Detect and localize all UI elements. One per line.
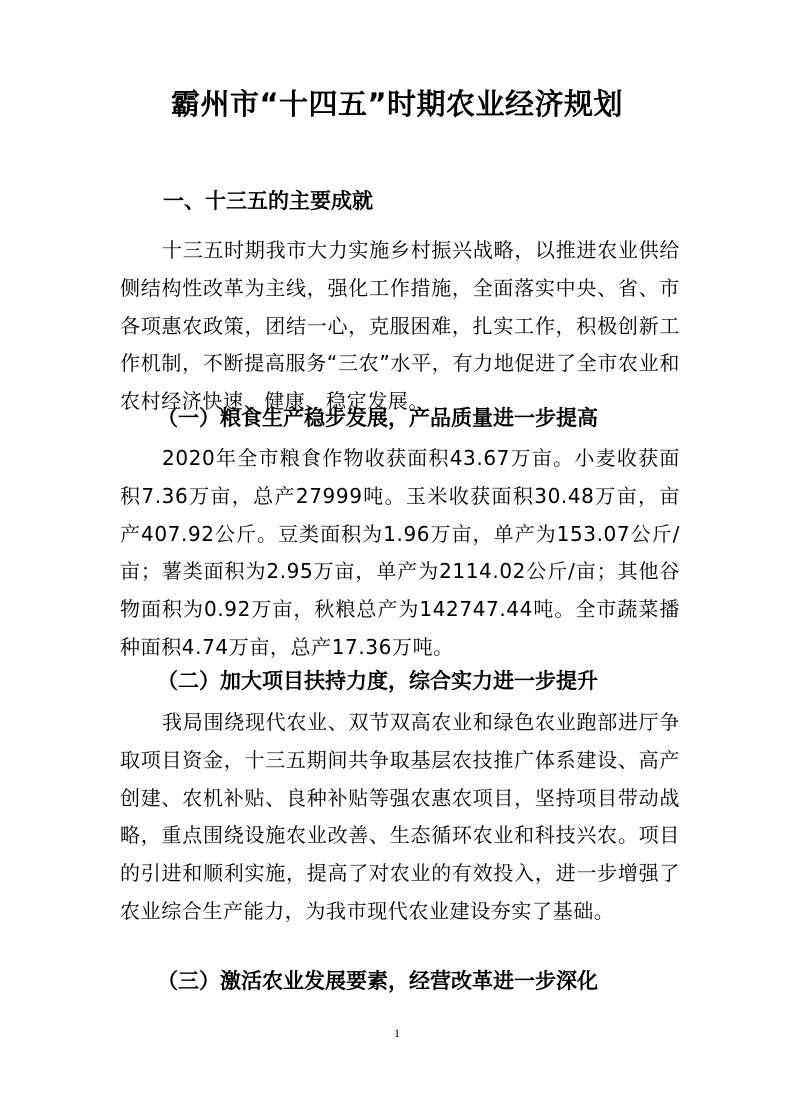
document-title: 霸州市“十四五”时期农业经济规划 — [170, 87, 624, 121]
page-number: 1 — [394, 1026, 400, 1040]
subsection-heading-3: （三）激活农业发展要素，经营改革进一步深化 — [157, 969, 598, 993]
section-heading: 一、十三五的主要成就 — [163, 189, 373, 213]
subsection-paragraph-2: 我局围绕现代农业、双节双高农业和绿色农业跑部进厅争取项目资金，十三五期间共争取基层农技推广体系建设、高产创建、农机补贴、良种补贴等强农惠农项目，坚持项目带动战略，重点围绕设施农业改善、生态循环农业和科技兴农。项目的引进和顺利实施，提高了对农业的有效投入，进一步增强了农业综合生产能力，为我市现代农业建设夯实了基础。 — [120, 710, 680, 923]
subsection-heading-2: （二）加大项目扶持力度，综合实力进一步提升 — [157, 669, 598, 693]
subsection-paragraph-1: 2020年全市粮食作物收获面积43.67万亩。小麦收获面积7.36万亩，总产27999吨。玉米收获面积30.48万亩，亩产407.92公斤。豆类面积为1.96万亩，单产为153.07公斤/亩；薯类面积为2.95万亩，单产为2114.02公斤/亩；其他谷物面积为0.92万亩，秋粮总产为142747.44吨。全市蔬菜播种面积4.74万亩，总产17.36万吨。 — [120, 446, 680, 659]
intro-paragraph: 十三五时期我市大力实施乡村振兴战略，以推进农业供给侧结构性改革为主线，强化工作措施，全面落实中央、省、市各项惠农政策，团结一心，克服困难，扎实工作，积极创新工作机制，不断提高服务“三农”水平，有力地促进了全市农业和农村经济快速、健康、稳定发展。 — [120, 238, 680, 414]
subsection-heading-1: （一）粮食生产稳步发展，产品质量进一步提高 — [157, 406, 598, 430]
